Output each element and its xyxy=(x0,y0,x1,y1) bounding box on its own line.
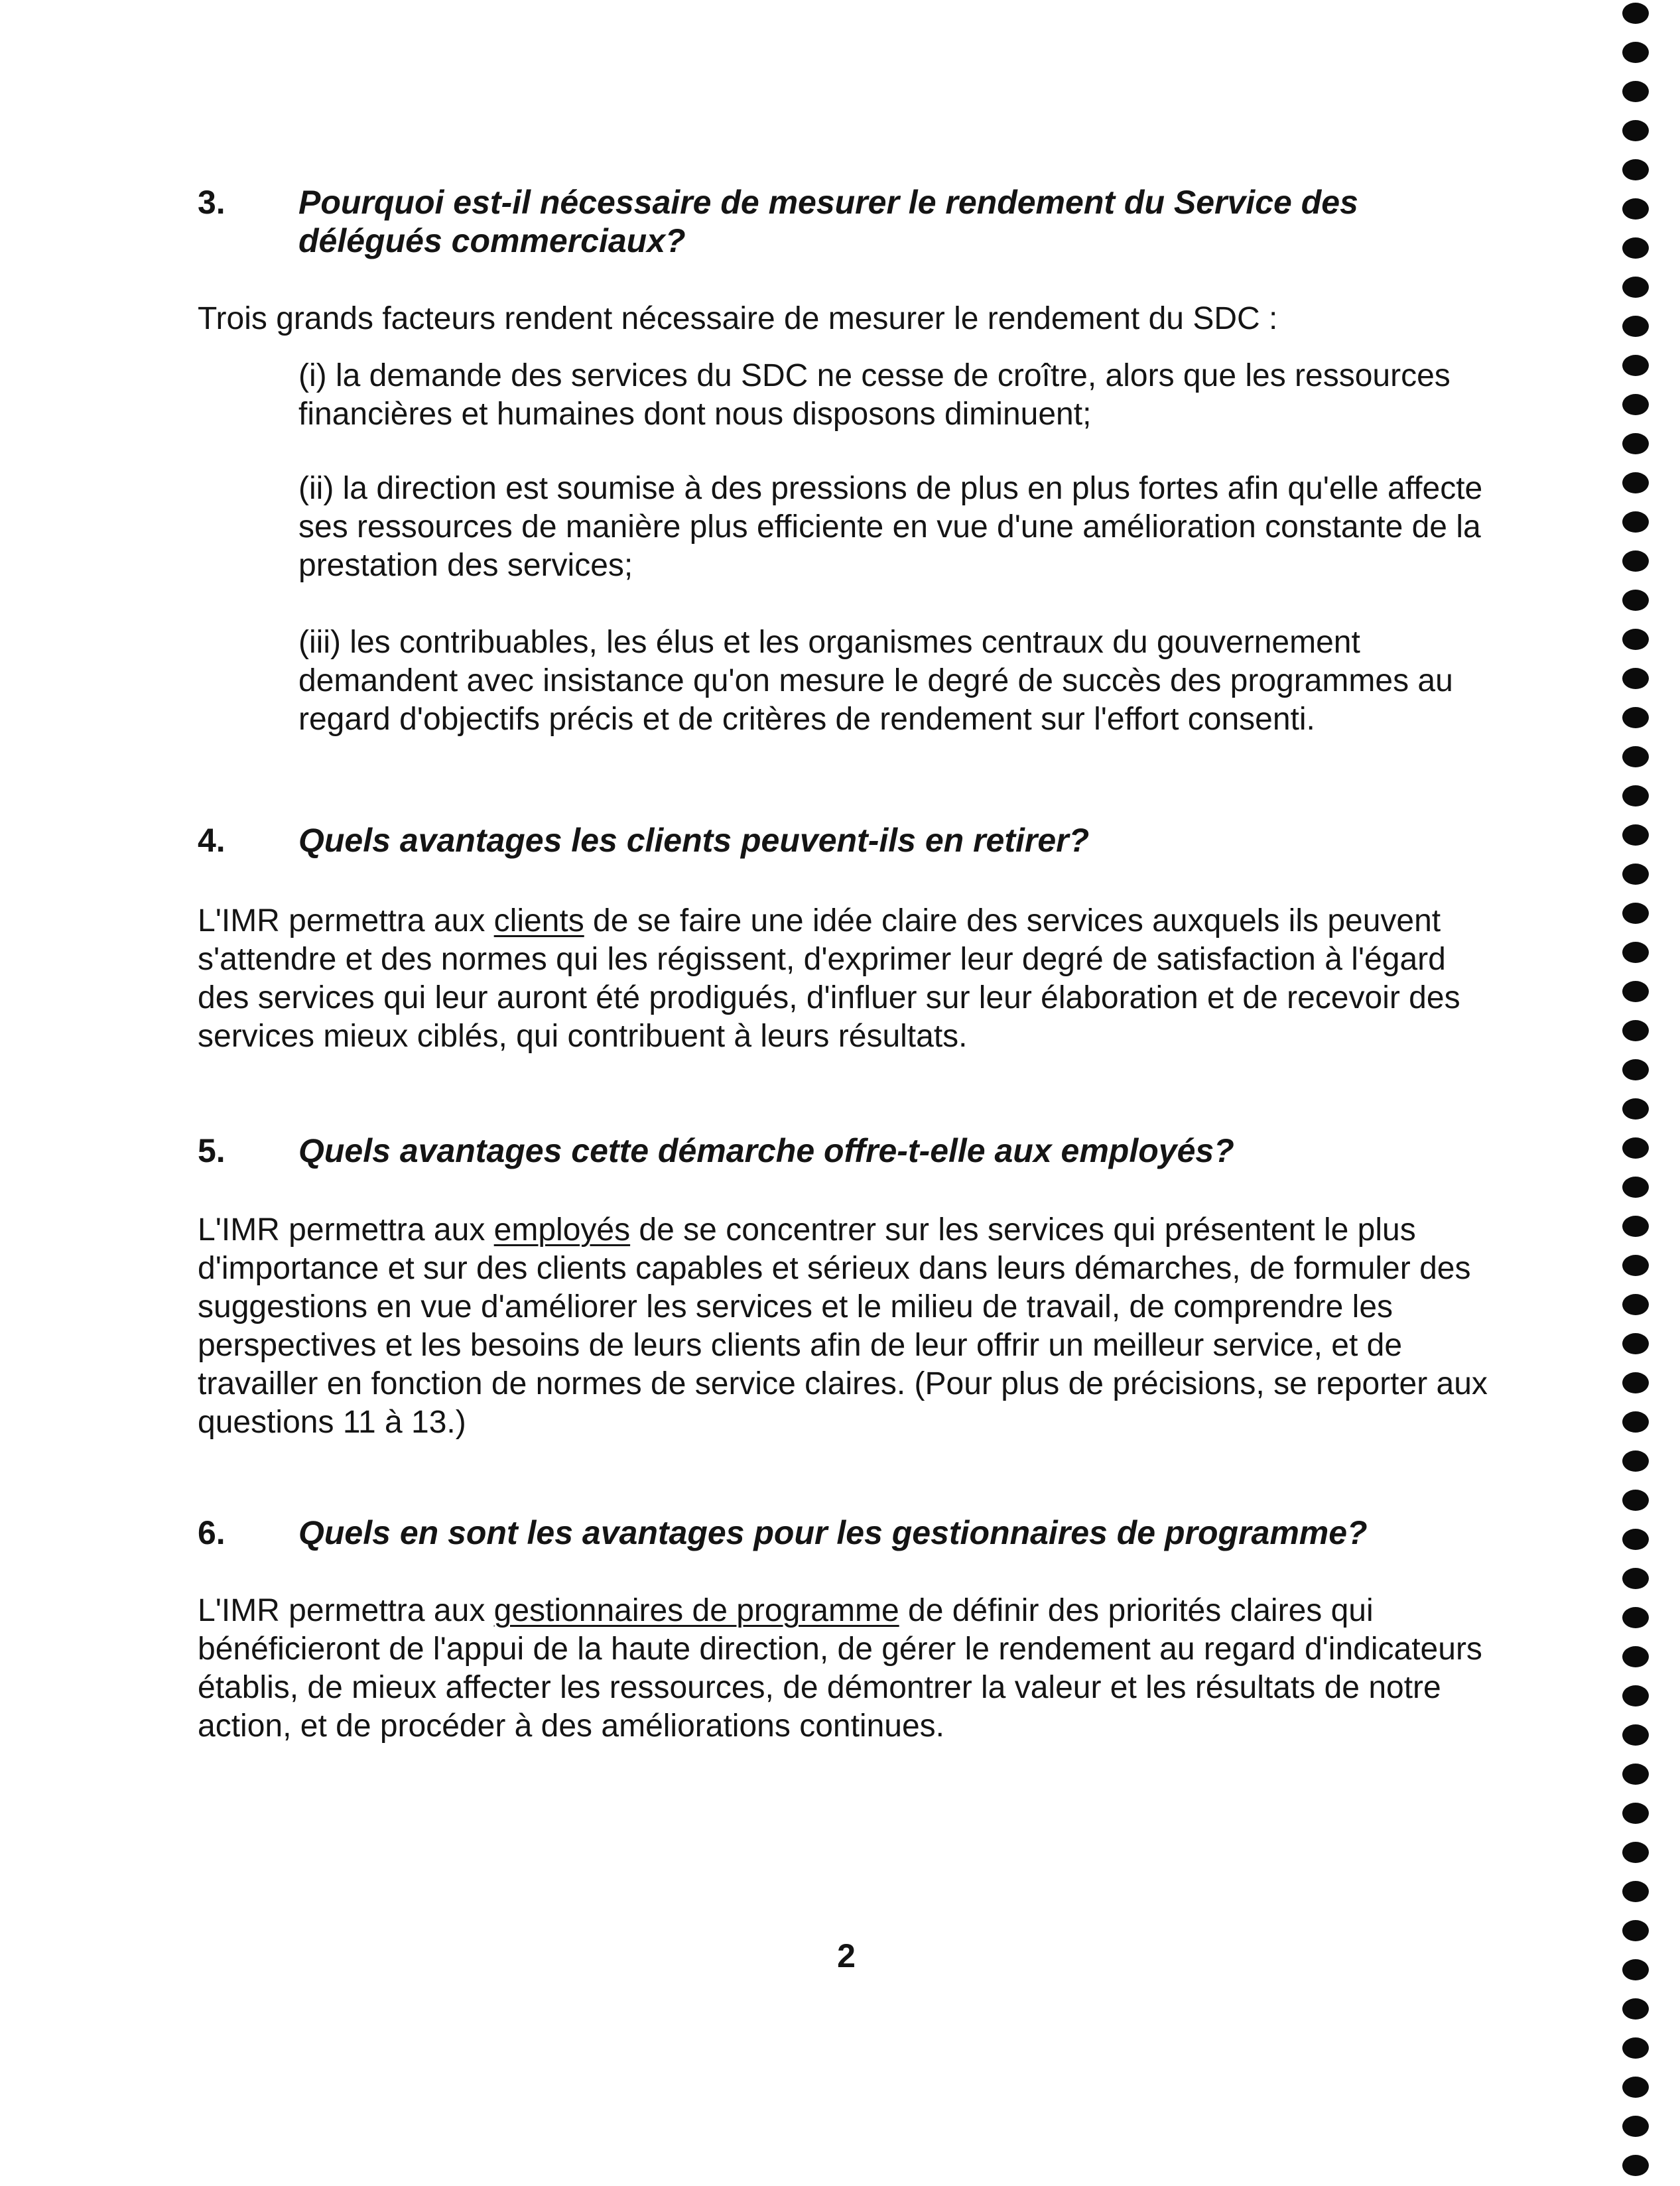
binding-hole xyxy=(1622,590,1649,611)
binding-hole xyxy=(1622,1059,1649,1080)
binding-hole xyxy=(1622,1803,1649,1824)
binding-hole xyxy=(1622,1998,1649,2020)
question-title: Quels en sont les avantages pour les gestionnaires de programme? xyxy=(298,1514,1368,1551)
question-title: Quels avantages les clients peuvent-ils en retirer? xyxy=(298,822,1090,859)
binding-hole xyxy=(1622,1490,1649,1511)
binding-hole xyxy=(1622,824,1649,846)
question-number: 5. xyxy=(198,1132,226,1169)
binding-hole xyxy=(1622,2077,1649,2098)
binding-hole xyxy=(1622,1685,1649,1706)
binding-hole xyxy=(1622,668,1649,689)
binding-hole xyxy=(1622,1137,1649,1159)
binding-hole xyxy=(1622,1177,1649,1198)
binding-hole xyxy=(1622,864,1649,885)
binding-hole xyxy=(1622,1216,1649,1237)
binding-hole xyxy=(1622,1764,1649,1785)
question-title: Quels avantages cette démarche offre-t-elle aux employés? xyxy=(298,1132,1234,1169)
answer-text: de se faire une idée claire des services auxquels ils peuvent s'attendre et des normes qui les régissent, d'exprimer leur degré de satisfaction à l'égard des services qui leur auront été prodigués, d'influer sur leur élaboration et de recevoir des services mieux ciblés, qui contribuent à leurs résultats. xyxy=(198,903,1460,1054)
answer-text: de se concentrer sur les services qui présentent le plus d'importance et sur des clients capables et sérieux dans leurs démarches, de formuler des suggestions en vue d'améliorer les services et le milieu de travail, de comprendre les perspectives et les besoins de leurs clients afin de leur offrir un meilleur service, et de travailler en fonction de normes de service claires. (Pour plus de précisions, se reporter aux questions 11 à 13.) xyxy=(198,1212,1488,1440)
question-4-heading xyxy=(198,821,1445,860)
question-title: Pourquoi est-il nécessaire de mesurer le rendement du Service des délégués commerciaux? xyxy=(298,184,1358,259)
question-number: 4. xyxy=(198,822,226,859)
answer-text: L'IMR permettra aux xyxy=(198,903,494,938)
binding-hole xyxy=(1622,2155,1649,2176)
binding-hole xyxy=(1622,394,1649,415)
binding-hole xyxy=(1622,1881,1649,1902)
binding-hole xyxy=(1622,198,1649,220)
binding-hole xyxy=(1622,942,1649,963)
question-number: 6. xyxy=(198,1514,226,1551)
underlined-term: employés xyxy=(493,1212,631,1248)
binding-hole xyxy=(1622,237,1649,259)
binding-hole xyxy=(1622,511,1649,533)
q3-item-2: (ii) la direction est soumise à des pressions de plus en plus fortes afin qu'elle affecte ses ressources de manière plus efficiente en vue d'une amélioration constante de la prestation des services; xyxy=(298,471,1483,583)
binding-hole xyxy=(1622,42,1649,63)
binding-hole xyxy=(1622,1372,1649,1393)
binding-hole xyxy=(1622,1294,1649,1315)
binding-hole xyxy=(1622,1333,1649,1354)
binding-hole xyxy=(1622,2116,1649,2137)
binding-hole xyxy=(1622,1255,1649,1276)
question-5-heading xyxy=(198,1131,1445,1170)
page-number: 2 xyxy=(837,1937,856,1974)
binding-hole xyxy=(1622,629,1649,650)
q5-answer xyxy=(198,1211,1491,1442)
answer-text: de définir des priorités claires qui bénéficieront de l'appui de la haute direction, de gérer le rendement au regard d'indicateurs établis, de mieux affecter les ressources, de démontrer la valeur et les résultats de notre action, et de procéder à des améliorations continues. xyxy=(198,1593,1482,1744)
binding-hole xyxy=(1622,3,1649,24)
q3-item-1: (i) la demande des services du SDC ne cesse de croître, alors que les ressources financières et humaines dont nous disposons diminuent; xyxy=(298,358,1451,432)
binding-hole xyxy=(1622,1920,1649,1941)
binding-hole xyxy=(1622,550,1649,572)
binding-hole xyxy=(1622,1842,1649,1863)
answer-text: L'IMR permettra aux xyxy=(198,1593,494,1628)
binding-hole xyxy=(1622,2037,1649,2059)
question-6-heading xyxy=(198,1513,1445,1552)
q3-intro: Trois grands facteurs rendent nécessaire de mesurer le rendement du SDC : xyxy=(198,301,1278,336)
binding-hole xyxy=(1622,746,1649,767)
binding-hole xyxy=(1622,903,1649,924)
q3-item-3: (iii) les contribuables, les élus et les organismes centraux du gouvernement demandent avec insistance qu'on mesure le degré de succès des programmes au regard d'objectifs précis et de critères de rendement sur l'effort consenti. xyxy=(298,625,1453,737)
binding-hole xyxy=(1622,81,1649,102)
binding-hole xyxy=(1622,1607,1649,1628)
binding-hole xyxy=(1622,433,1649,454)
binding-hole xyxy=(1622,355,1649,376)
binding-hole xyxy=(1622,1646,1649,1667)
binding-hole xyxy=(1622,981,1649,1002)
underlined-term: gestionnaires de programme xyxy=(493,1593,899,1628)
binding-hole xyxy=(1622,1724,1649,1746)
binding-hole xyxy=(1622,1450,1649,1472)
binding-hole xyxy=(1622,707,1649,728)
binding-hole xyxy=(1622,1411,1649,1433)
binding-hole xyxy=(1622,159,1649,180)
binding-hole xyxy=(1622,277,1649,298)
binding-hole xyxy=(1622,1959,1649,1980)
binding-hole xyxy=(1622,120,1649,141)
binding-hole xyxy=(1622,785,1649,806)
binding-hole xyxy=(1622,316,1649,337)
binding-hole xyxy=(1622,1568,1649,1589)
binding-hole xyxy=(1622,1529,1649,1550)
underlined-term: clients xyxy=(493,903,584,938)
q4-answer xyxy=(198,902,1491,1056)
binding-hole xyxy=(1622,472,1649,493)
binding-hole xyxy=(1622,1020,1649,1041)
spiral-binding-holes xyxy=(1622,0,1651,2186)
question-3-heading xyxy=(198,183,1445,260)
q6-answer xyxy=(198,1592,1491,1746)
question-number: 3. xyxy=(198,184,226,221)
answer-text: L'IMR permettra aux xyxy=(198,1212,494,1248)
binding-hole xyxy=(1622,1098,1649,1120)
